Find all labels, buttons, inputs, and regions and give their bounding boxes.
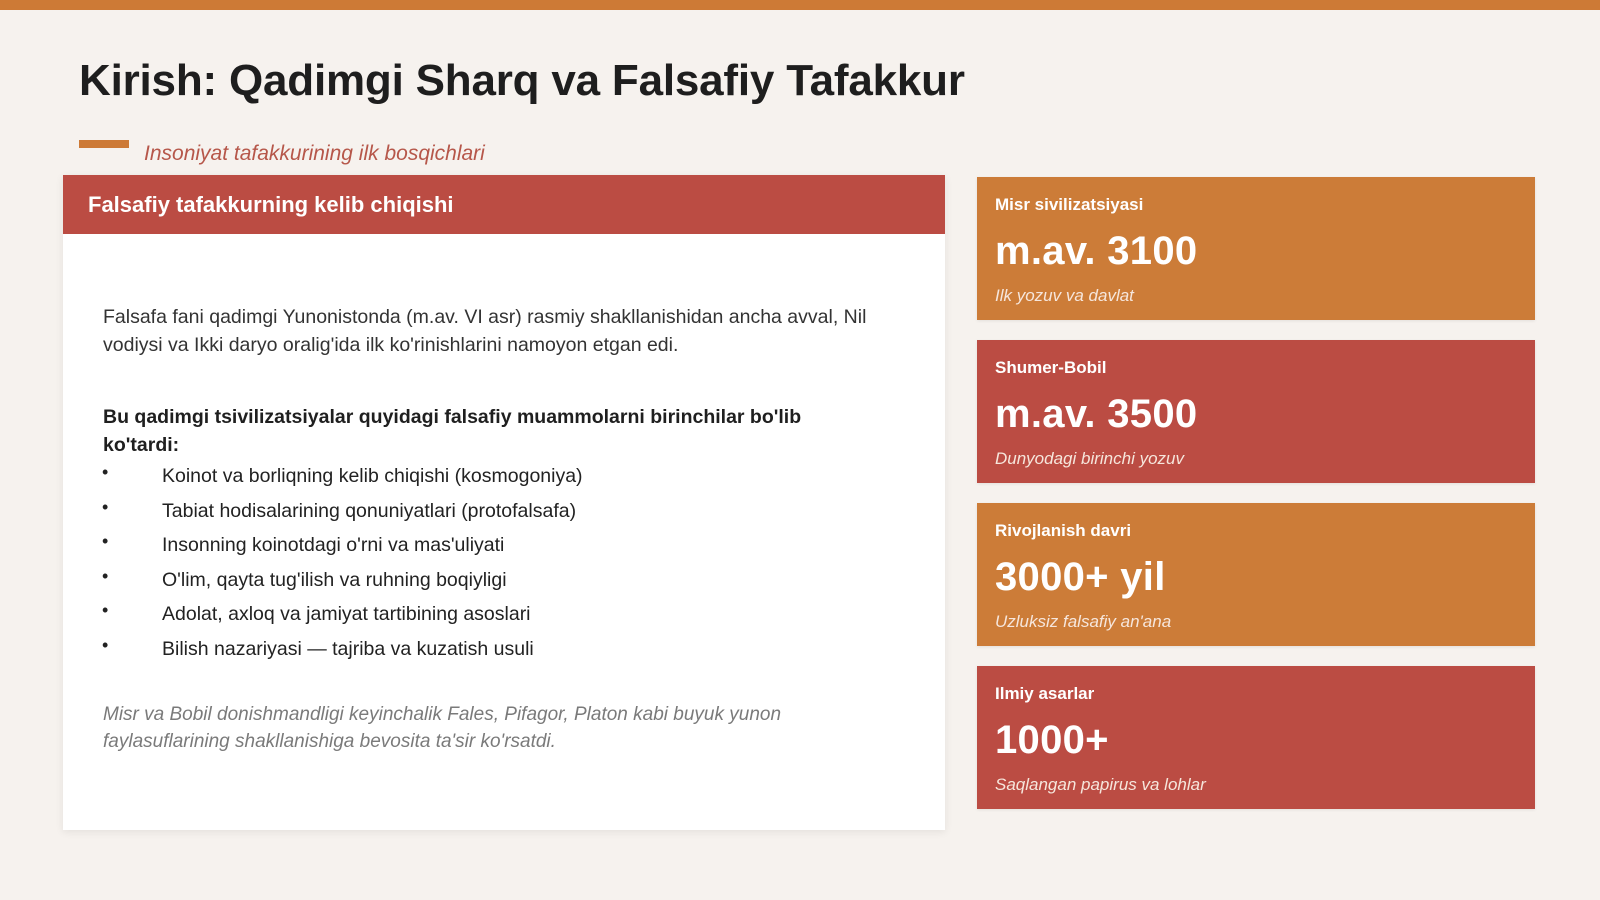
list-item-text: Tabiat hodisalarining qonuniyatlari (protofalsafa) [162, 499, 577, 522]
bullet-icon: • [102, 565, 109, 586]
bullet-icon: • [102, 496, 109, 517]
stat-value: 3000+ yil [995, 555, 1166, 599]
list-item [102, 531, 903, 569]
bullet-icon: • [102, 634, 109, 655]
stat-label: Misr sivilizatsiyasi [995, 195, 1144, 214]
title-accent-line [79, 140, 129, 148]
top-accent-bar [0, 0, 1600, 10]
lead-paragraph: Bu qadimgi tsivilizatsiyalar quyidagi falsafiy muammolarni birinchilar bo'lib ko'tardi: [103, 406, 802, 456]
influence-note: Misr va Bobil donishmandligi keyinchalik Fales, Pifagor, Platon kabi buyuk yunon faylasuflarining shakllanishiga bevosita ta'sir ko'rsatdi. [103, 704, 782, 752]
page-title: Kirish: Qadimgi Sharq va Falsafiy Tafakkur [79, 56, 965, 105]
stat-label: Shumer-Bobil [995, 358, 1107, 377]
list-item-text: Insonning koinotdagi o'rni va mas'uliyati [162, 534, 505, 556]
bullet-icon: • [102, 531, 109, 551]
stat-description: Dunyodagi birinchi yozuv [995, 449, 1184, 468]
origin-card-header: Falsafiy tafakkurning kelib chiqishi [63, 175, 945, 234]
bullet-icon: • [102, 600, 109, 620]
stat-value: m.av. 3500 [995, 392, 1198, 436]
problems-list [102, 462, 903, 672]
stat-description: Ilk yozuv va davlat [995, 286, 1134, 305]
stat-card-sumer-babylon [977, 340, 1535, 483]
stat-label: Rivojlanish davri [995, 521, 1132, 540]
list-item-text: Koinot va borliqning kelib chiqishi (kosmogoniya) [162, 465, 583, 487]
page-subtitle: Insoniyat tafakkurining ilk bosqichlari [144, 142, 485, 165]
list-item [102, 600, 903, 638]
list-item [102, 462, 903, 500]
stat-value: m.av. 3100 [995, 229, 1198, 273]
stat-description: Saqlangan papirus va lohlar [995, 775, 1206, 794]
stat-card-scientific-works [977, 666, 1535, 809]
origin-card [63, 175, 945, 830]
intro-paragraph: Falsafa fani qadimgi Yunonistonda (m.av. VI asr) rasmiy shakllanishidan ancha avval, Nil vodiysi va Ikki daryo oralig'ida ilk ko'rinishlarini namoyon etgan edi. [103, 306, 867, 356]
stat-card-egypt [977, 177, 1535, 320]
list-item [102, 496, 903, 535]
list-item-text: Adolat, axloq va jamiyat tartibining asoslari [162, 603, 531, 625]
stat-value: 1000+ [995, 718, 1109, 762]
list-item-text: O'lim, qayta tug'ilish va ruhning boqiyligi [162, 568, 507, 591]
stat-description: Uzluksiz falsafiy an'ana [995, 612, 1172, 631]
bullet-icon: • [102, 462, 109, 482]
stat-label: Ilmiy asarlar [995, 684, 1095, 703]
list-item [102, 634, 903, 673]
list-item-text: Bilish nazariyasi — tajriba va kuzatish usuli [162, 637, 534, 660]
stat-card-development-period [977, 503, 1535, 646]
list-item [102, 565, 903, 604]
